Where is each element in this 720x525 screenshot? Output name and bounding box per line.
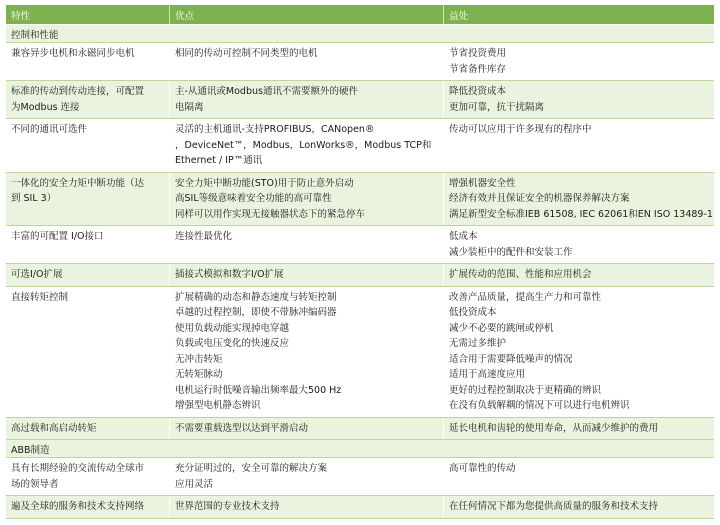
header-benefit: 益处 [443, 5, 714, 24]
cell-line: 节省备件库存 [449, 63, 507, 75]
cell-line: 一体化的安全力矩中断功能（达 [11, 177, 145, 189]
cell-line: 电隔离 [175, 101, 204, 113]
cell-line: 标准的传动到传动连接，可配置 [11, 86, 145, 97]
cell-line: 安全力矩中断功能(STO)用于防止意外启动 [175, 177, 354, 189]
advantage-cell [169, 173, 442, 226]
cell-line: 高SIL等级意味着安全功能的高可靠性 [175, 193, 332, 204]
header-feature: 特性 [11, 11, 31, 22]
cell-line: 电机运行时低噪音输出频率最大500 Hz [175, 384, 342, 396]
cell-line: 连接性最优化 [175, 231, 233, 242]
benefit-cell [443, 119, 714, 172]
cell-line: 减少装柜中的配件和安装工作 [449, 246, 573, 258]
cell-line: 不需要重载选型以达到平滑启动 [175, 422, 309, 434]
cell-line: 无冲击转矩 [175, 353, 223, 365]
feature-table [6, 5, 714, 519]
cell-line: 高可靠性的传动 [449, 463, 516, 474]
feature-cell [6, 496, 168, 518]
cell-line: 适用于高速度应用 [449, 369, 526, 380]
cell-line: 负载或电压变化的快速反应 [175, 338, 290, 349]
cell-line: 无转矩脉动 [175, 369, 223, 380]
cell-line: 更好的过程控制取决于更精确的辨识 [449, 384, 602, 396]
cell-line: 在任何情况下都为您提供高质量的服务和技术支持 [449, 501, 659, 512]
advantage-cell [169, 418, 442, 440]
table-row [6, 287, 714, 418]
advantage-cell [169, 287, 442, 417]
benefit-cell [443, 458, 714, 495]
cell-line: Ethernet / IP™通讯 [175, 155, 263, 166]
cell-line: 灵活的主机通讯-支持PROFIBUS，CANopen® [175, 124, 375, 135]
benefit-cell [443, 81, 714, 118]
cell-line: 节省投资费用 [449, 48, 507, 59]
cell-line: 在没有负载解耦的情况下可以进行电机辨识 [449, 400, 630, 411]
cell-line: 为Modbus 连接 [11, 101, 80, 113]
header-advantage: 优点 [169, 5, 442, 24]
cell-line: 插接式模拟和数字I/O扩展 [175, 269, 284, 280]
cell-line: 直接转矩控制 [11, 291, 69, 303]
advantage-cell [169, 458, 442, 495]
feature-cell [6, 173, 168, 226]
cell-line: 具有长期经验的交流传动全球市 [11, 463, 145, 474]
feature-cell [6, 226, 168, 263]
cell-line: 扩展精确的动态和静态速度与转矩控制 [175, 291, 337, 303]
cell-line: 卓越的过程控制，即使不带脉冲编码器 [175, 307, 337, 318]
table-row [6, 173, 714, 227]
table-row [6, 119, 714, 173]
cell-line: 延长电机和齿轮的使用寿命，从而减少维护的费用 [449, 422, 659, 434]
section-title: ABB制造 [11, 444, 50, 456]
benefit-cell [443, 226, 714, 263]
table-header [6, 5, 714, 25]
cell-line: 扩展传动的范围、性能和应用机会 [449, 269, 592, 280]
cell-line: 充分证明过的，安全可靠的解决方案 [175, 463, 328, 474]
cell-line: 不同的通讯可选件 [11, 124, 88, 135]
cell-line: 经济有效并且保证安全的机器保养解决方案 [449, 193, 630, 204]
benefit-cell [443, 496, 714, 518]
feature-cell [6, 43, 168, 80]
cell-line: 到 SIL 3） [11, 193, 57, 204]
feature-cell [6, 119, 168, 172]
advantage-cell [169, 264, 442, 286]
advantage-cell [169, 81, 442, 118]
cell-line: 高过载和高启动转矩 [11, 422, 97, 434]
advantage-cell [169, 496, 442, 518]
cell-line: 相同的传动可控制不同类型的电机 [175, 48, 318, 59]
cell-line: 丰富的可配置 I/O接口 [11, 231, 104, 242]
table-row [6, 81, 714, 119]
cell-line: 无需过多维护 [449, 338, 507, 349]
table-row [6, 43, 714, 81]
table-row [6, 226, 714, 264]
cell-line: 低成本 [449, 231, 478, 242]
benefit-cell [443, 43, 714, 80]
cell-line: 同样可以用作实现无接触器状态下的紧急停车 [175, 208, 366, 220]
benefit-cell [443, 264, 714, 286]
section-title: 控制和性能 [11, 29, 59, 41]
feature-cell [6, 81, 168, 118]
cell-line: 应用灵活 [175, 478, 214, 490]
cell-line: 适合用于需要降低噪声的情况 [449, 353, 573, 365]
feature-cell [6, 458, 168, 495]
advantage-cell [169, 226, 442, 263]
cell-line: 传动可以应用于许多现有的程序中 [449, 124, 592, 135]
benefit-cell [443, 418, 714, 440]
cell-line: 使用负载动能实现掉电穿越 [175, 322, 290, 334]
cell-line: 场的领导者 [11, 478, 59, 490]
feature-cell [6, 287, 168, 417]
cell-line: 增强机器安全性 [449, 177, 516, 189]
benefit-cell [443, 173, 714, 226]
advantage-cell [169, 43, 442, 80]
feature-cell [6, 418, 168, 440]
cell-line: 满足新型安全标准IEB 61508, IEC 62061和EN ISO 13489-1 [449, 208, 713, 220]
table-row [6, 264, 714, 287]
section-header-control [6, 25, 714, 43]
cell-line: 遍及全球的服务和技术支持网络 [11, 501, 145, 512]
table-row [6, 418, 714, 441]
cell-line: 增强型电机静态辨识 [175, 400, 261, 411]
cell-line: 世界范围的专业技术支持 [175, 501, 280, 512]
table-row [6, 458, 714, 496]
benefit-cell [443, 287, 714, 417]
cell-line: 低投资成本 [449, 307, 497, 318]
feature-cell [6, 264, 168, 286]
cell-line: 可选I/O扩展 [11, 269, 63, 280]
cell-line: 减少不必要的跳闸或停机 [449, 322, 554, 334]
section-header-abb [6, 440, 714, 458]
cell-line: 主-从通讯或Modbus通讯不需要额外的硬件 [175, 86, 358, 97]
cell-line: 兼容异步电机和永磁同步电机 [11, 48, 135, 59]
cell-line: 改善产品质量，提高生产力和可靠性 [449, 291, 602, 303]
advantage-cell [169, 119, 442, 172]
cell-line: 更加可靠，抗干扰隔离 [449, 101, 545, 113]
cell-line: 降低投资成本 [449, 86, 507, 97]
cell-line: ，DeviceNet™，Modbus，LonWorks®，Modbus TCP和 [175, 139, 432, 151]
table-row [6, 496, 714, 519]
